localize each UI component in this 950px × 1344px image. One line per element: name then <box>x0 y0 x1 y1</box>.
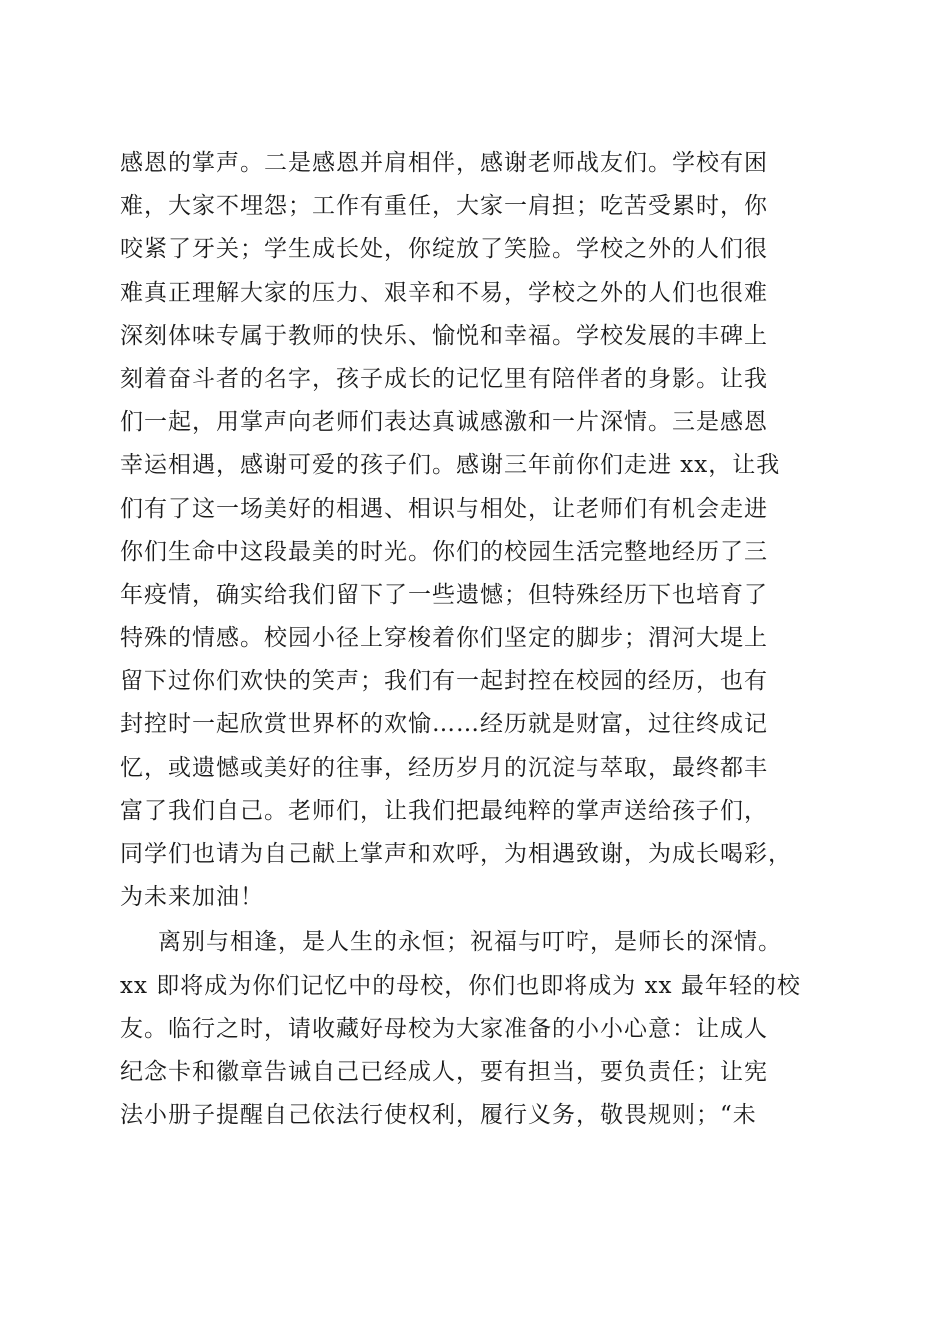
paragraph-line: 咬紧了牙关；学生成长处，你绽放了笑脸。学校之外的人们很 <box>120 236 768 263</box>
paragraph-line: 深刻体味专属于教师的快乐、愉悦和幸福。学校发展的丰碑上 <box>120 322 768 349</box>
paragraph-line: 友。临行之时，请收藏好母校为大家准备的小小心意：让成人 <box>120 1015 768 1042</box>
paragraph-line: 富了我们自己。老师们，让我们把最纯粹的掌声送给孩子们， <box>120 797 768 824</box>
paragraph-line: 们有了这一场美好的相遇、相识与相处，让老师们有机会走进 <box>120 495 768 522</box>
paragraph-line: 特殊的情感。校园小径上穿梭着你们坚定的脚步；渭河大堤上 <box>120 625 768 652</box>
paragraph-line: 难真正理解大家的压力、艰辛和不易，学校之外的人们也很难 <box>120 279 768 306</box>
paragraph-line: 你们生命中这段最美的时光。你们的校园生活完整地经历了三 <box>120 538 768 565</box>
paragraph-line: 刻着奋斗者的名字，孩子成长的记忆里有陪伴者的身影。让我 <box>120 365 768 392</box>
document-body <box>120 142 840 1137</box>
paragraph-line: 幸运相遇，感谢可爱的孩子们。感谢三年前你们走进 xx，让我 <box>120 452 781 479</box>
paragraph-line: 忆，或遗憾或美好的往事，经历岁月的沉淀与萃取，最终都丰 <box>120 754 768 781</box>
paragraph-line: 们一起，用掌声向老师们表达真诚感激和一片深情。三是感恩 <box>120 409 768 436</box>
paragraph-1 <box>120 142 840 919</box>
paragraph-line: 离别与相逢，是人生的永恒；祝福与叮咛，是师长的深情。 <box>158 929 782 956</box>
paragraph-line: 留下过你们欢快的笑声；我们有一起封控在校园的经历，也有 <box>120 668 768 695</box>
paragraph-2 <box>120 921 840 1137</box>
paragraph-line: 封控时一起欣赏世界杯的欢愉……经历就是财富，过往终成记 <box>120 711 768 738</box>
paragraph-line: 纪念卡和徽章告诫自己已经成人，要有担当，要负责任；让宪 <box>120 1058 768 1085</box>
paragraph-line: 为未来加油！ <box>120 884 264 911</box>
paragraph-line: 难，大家不埋怨；工作有重任，大家一肩担；吃苦受累时，你 <box>120 193 768 220</box>
paragraph-line: 同学们也请为自己献上掌声和欢呼，为相遇致谢，为成长喝彩， <box>120 841 792 867</box>
paragraph-line: 感恩的掌声。二是感恩并肩相伴，感谢老师战友们。学校有困 <box>120 150 768 176</box>
paragraph-line: 法小册子提醒自己依法行使权利，履行义务，敬畏规则；“未 <box>120 1102 757 1129</box>
paragraph-line: xx 即将成为你们记忆中的母校，你们也即将成为 xx 最年轻的校 <box>120 972 801 999</box>
paragraph-line: 年疫情，确实给我们留下了一些遗憾；但特殊经历下也培育了 <box>120 581 768 608</box>
